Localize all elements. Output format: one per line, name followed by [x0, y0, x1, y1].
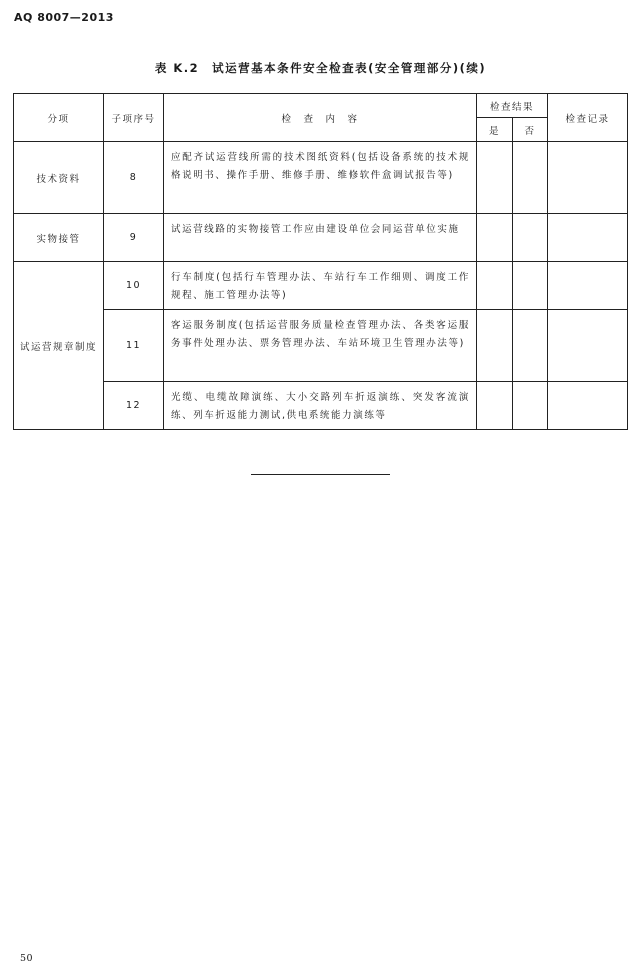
content-cell: 光缆、电缆故障演练、大小交路列车折返演练、突发客流演练、列车折返能力测试,供电系统能力演练等 — [164, 382, 477, 430]
header-result: 检查结果 — [477, 94, 548, 118]
content-cell: 应配齐试运营线所需的技术图纸资料(包括设备系统的技术规格说明书、操作手册、维修手册、维修软件盒调试报告等) — [164, 142, 477, 214]
sub-number-cell: 9 — [104, 214, 164, 262]
result-yes-cell — [477, 214, 513, 262]
result-no-cell — [513, 382, 548, 430]
content-cell: 行车制度(包括行车管理办法、车站行车工作细则、调度工作规程、施工管理办法等) — [164, 262, 477, 310]
sub-number-cell: 10 — [104, 262, 164, 310]
header-sub-number: 子项序号 — [104, 94, 164, 142]
content-cell: 试运营线路的实物接管工作应由建设单位会同运营单位实施 — [164, 214, 477, 262]
result-no-cell — [513, 142, 548, 214]
result-no-cell — [513, 262, 548, 310]
category-cell: 实物接管 — [14, 214, 104, 262]
record-cell — [548, 262, 628, 310]
result-yes-cell — [477, 310, 513, 382]
record-cell — [548, 142, 628, 214]
header-category: 分项 — [14, 94, 104, 142]
header-content: 检 查 内 容 — [164, 94, 477, 142]
record-cell — [548, 214, 628, 262]
sub-number-cell: 12 — [104, 382, 164, 430]
table-row — [14, 262, 628, 310]
result-yes-cell — [477, 382, 513, 430]
header-record: 检查记录 — [548, 94, 628, 142]
result-yes-cell — [477, 142, 513, 214]
header-result-no: 否 — [513, 118, 548, 142]
header-result-yes: 是 — [477, 118, 513, 142]
table-row — [14, 382, 628, 430]
result-no-cell — [513, 310, 548, 382]
sub-number-cell: 8 — [104, 142, 164, 214]
table-row — [14, 310, 628, 382]
result-yes-cell — [477, 262, 513, 310]
table-title: 表 K.2 试运营基本条件安全检查表(安全管理部分)(续) — [154, 61, 487, 75]
record-cell — [548, 310, 628, 382]
page-number: 50 — [20, 953, 34, 964]
table-row — [14, 142, 628, 214]
category-cell: 试运营规章制度 — [14, 262, 104, 430]
sub-number-cell: 11 — [104, 310, 164, 382]
standard-code: AQ 8007—2013 — [14, 11, 114, 24]
table-row — [14, 214, 628, 262]
end-of-document-rule — [251, 474, 390, 475]
safety-checklist-table — [13, 93, 628, 430]
content-cell: 客运服务制度(包括运营服务质量检查管理办法、各类客运服务事件处理办法、票务管理办法、车站环境卫生管理办法等) — [164, 310, 477, 382]
result-no-cell — [513, 214, 548, 262]
record-cell — [548, 382, 628, 430]
category-cell: 技术资料 — [14, 142, 104, 214]
header-row — [14, 94, 628, 118]
